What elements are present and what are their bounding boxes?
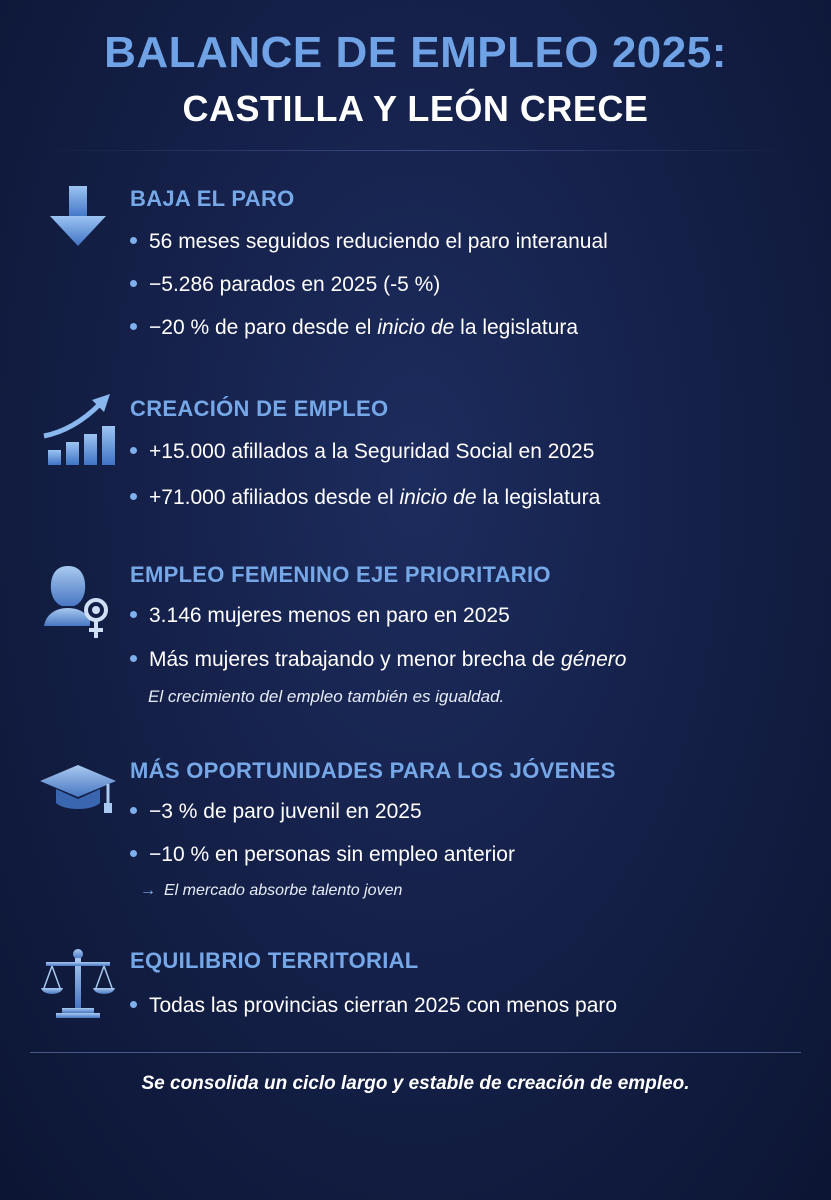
list-item: +71.000 afiliados desde el inicio de la legislatura	[130, 486, 600, 510]
heading-empleo-femenino: EMPLEO FEMENINO EJE PRIORITARIO	[130, 562, 551, 587]
list-item: 56 meses seguidos reduciendo el paro interanual	[130, 230, 608, 254]
heading-creacion-empleo: CREACIÓN DE EMPLEO	[130, 396, 389, 421]
title-line-2: CASTILLA Y LEÓN CRECE	[182, 88, 649, 129]
heading-jovenes: MÁS OPORTUNIDADES PARA LOS JÓVENES	[130, 758, 616, 783]
header-divider	[30, 150, 801, 151]
heading-equilibrio-territorial: EQUILIBRIO TERRITORIAL	[130, 948, 419, 973]
footer-tagline: Se consolida un ciclo largo y estable de creación de empleo.	[141, 1073, 690, 1094]
woman-gender-icon	[38, 562, 118, 642]
graduation-cap-icon	[38, 755, 118, 835]
arrow-right-icon: →	[140, 882, 156, 899]
note-igualdad: El crecimiento del empleo también es igualdad.	[148, 687, 505, 706]
down-arrow-icon	[38, 180, 118, 260]
note-talento-joven: → El mercado absorbe talento joven	[140, 882, 403, 899]
list-item: −10 % en personas sin empleo anterior	[130, 843, 515, 867]
list-item: 3.146 mujeres menos en paro en 2025	[130, 604, 510, 628]
list-item: −3 % de paro juvenil en 2025	[130, 800, 422, 824]
list-item: Más mujeres trabajando y menor brecha de género	[130, 648, 626, 672]
list-item: −5.286 parados en 2025 (-5 %)	[130, 273, 440, 297]
list-item: +15.000 afillados a la Seguridad Social en 2025	[130, 440, 594, 464]
balance-scale-icon	[38, 944, 118, 1024]
growth-chart-icon	[38, 390, 118, 470]
list-item: Todas las provincias cierran 2025 con menos paro	[130, 994, 617, 1018]
title-line-1: BALANCE DE EMPLEO 2025:	[104, 28, 727, 77]
heading-baja-paro: BAJA EL PARO	[130, 186, 295, 211]
list-item: −20 % de paro desde el inicio de la legislatura	[130, 316, 578, 340]
footer-divider	[30, 1052, 801, 1053]
